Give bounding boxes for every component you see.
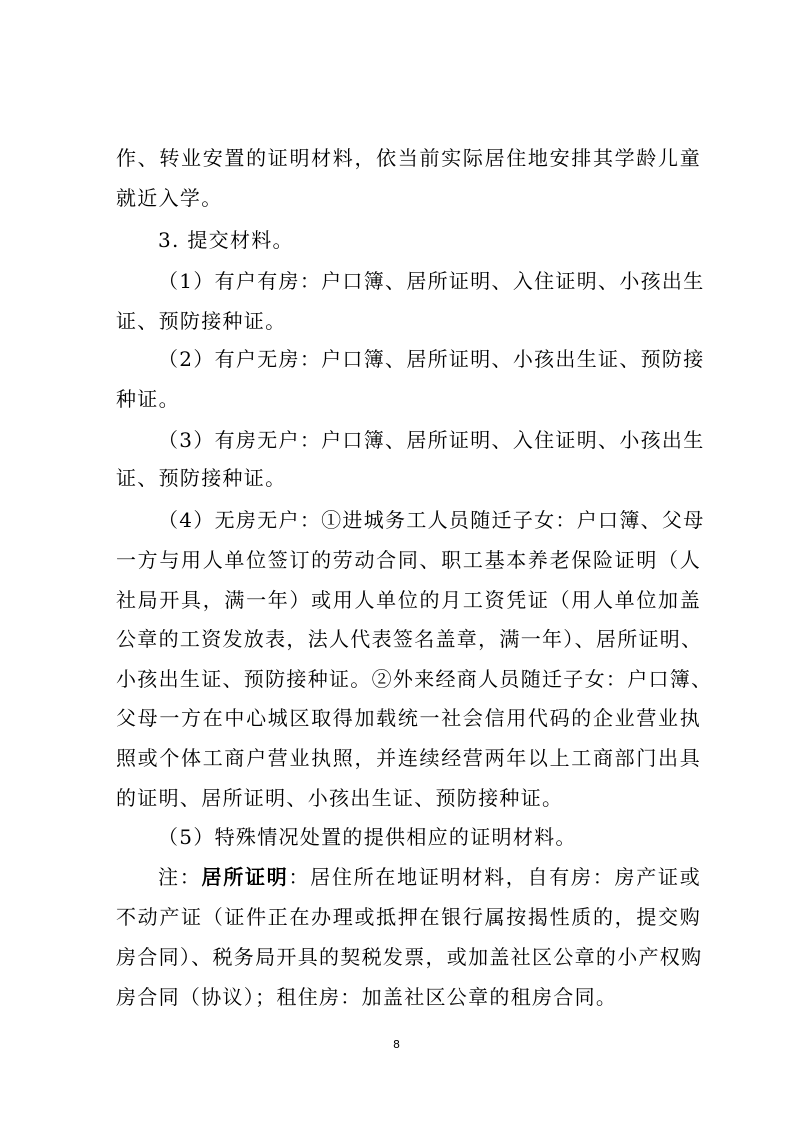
paragraph-line: 作、转业安置的证明材料，依当前实际居住地安排其学龄儿童 [116,146,701,170]
paragraph-line: 父母一方在中心城区取得加载统一社会信用代码的企业营业执 [116,706,701,730]
paragraph-line: 证、预防接种证。 [116,466,287,490]
paragraph-line: （5）特殊情况处置的提供相应的证明材料。 [158,825,577,849]
paragraph-line: （4）无房无户：①进城务工人员随迁子女：户口簿、父母 [158,508,705,532]
paragraph-line: 证、预防接种证。 [116,309,287,333]
paragraph-line: 小孩出生证、预防接种证。②外来经商人员随迁子女：户口簿、 [116,667,713,691]
paragraph-line: 就近入学。 [116,186,223,210]
note-text: ：居住所在地证明材料，自有房：房产证或 [288,865,702,889]
paragraph-line: 一方与用人单位签订的劳动合同、职工基本养老保险证明（人 [116,548,701,572]
paragraph-line: 的证明、居所证明、小孩出生证、预防接种证。 [116,786,564,810]
paragraph-line: （3）有房无户：户口簿、居所证明、入住证明、小孩出生 [158,428,705,452]
note-line [158,862,701,892]
section-heading: 3. 提交材料。 [158,228,294,252]
paragraph-line: 种证。 [116,387,180,411]
paragraph-line: （1）有户有房：户口簿、居所证明、入住证明、小孩出生 [158,269,705,293]
paragraph-line: （2）有户无房：户口簿、居所证明、小孩出生证、预防接 [158,347,705,371]
note-term: 居所证明 [201,865,289,889]
paragraph-line: 社局开具，满一年）或用人单位的月工资凭证（用人单位加盖 [116,588,701,612]
note-prefix: 注： [158,865,202,889]
page-number: 8 [393,1038,400,1051]
paragraph-line: 照或个体工商户营业执照，并连续经营两年以上工商部门出具 [116,746,701,770]
note-line: 房合同（协议）；租住房：加盖社区公章的租房合同。 [116,985,618,1009]
note-line: 房合同）、税务局开具的契税发票，或加盖社区公章的小产权购 [116,945,703,969]
paragraph-line: 公章的工资发放表，法人代表签名盖章，满一年）、居所证明、 [116,627,703,651]
note-line: 不动产证（证件正在办理或抵押在银行属按揭性质的，提交购 [116,905,701,929]
